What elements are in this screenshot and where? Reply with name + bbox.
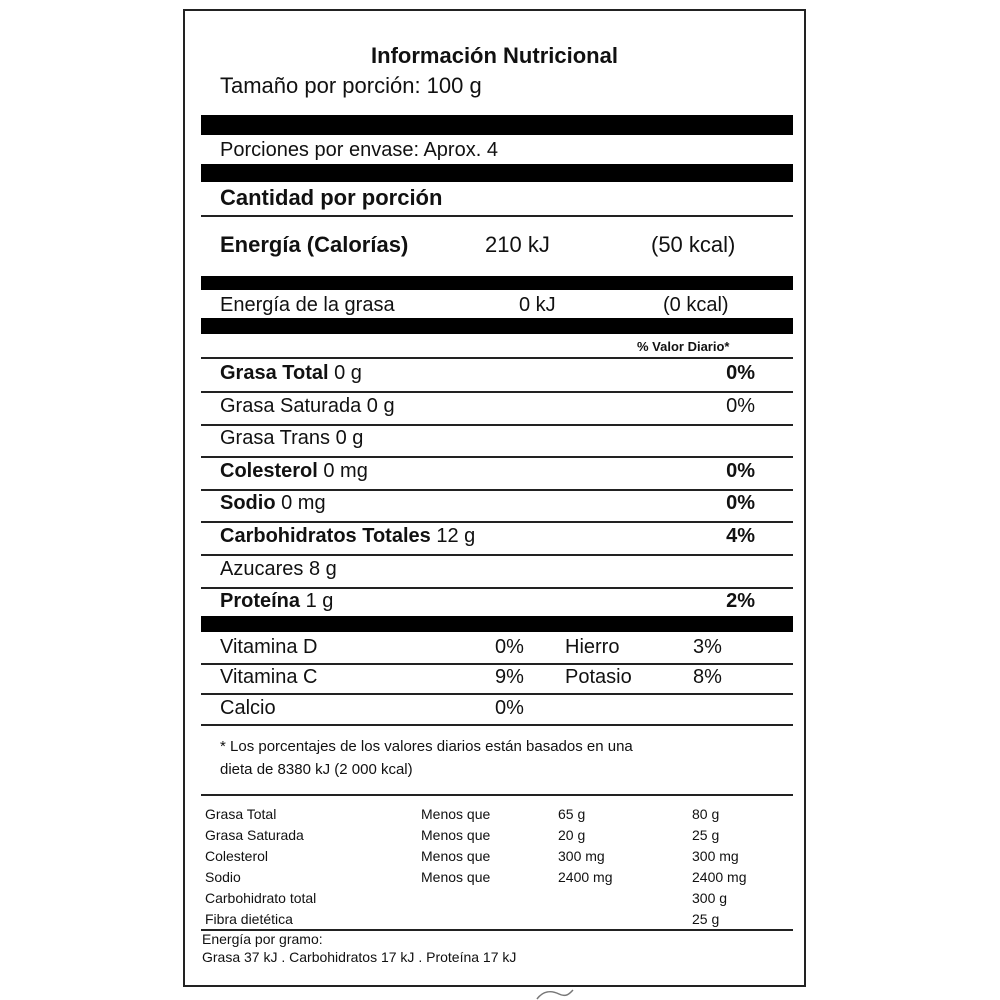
nutrient-row-label bbox=[220, 492, 326, 515]
nutrient-name: Colesterol bbox=[220, 460, 318, 482]
vitamin-name: Vitamina D bbox=[220, 636, 318, 658]
nutrition-facts-label bbox=[183, 9, 806, 987]
row-divider bbox=[201, 391, 793, 393]
reference-nutrient: Fibra dietética bbox=[205, 911, 293, 927]
nutrient-daily-value: 0% bbox=[726, 492, 755, 514]
reference-qualifier: Menos que bbox=[421, 848, 491, 864]
amount-per-serving-heading: Cantidad por porción bbox=[220, 185, 443, 210]
row-divider bbox=[201, 489, 793, 491]
nutrient-name: Sodio bbox=[220, 492, 276, 514]
label-title: Información Nutricional bbox=[371, 43, 618, 68]
nutrient-daily-value: 0% bbox=[726, 395, 755, 417]
daily-value-header: % Valor Diario* bbox=[637, 339, 730, 354]
reference-nutrient: Colesterol bbox=[205, 848, 269, 864]
reference-qualifier: Menos que bbox=[421, 806, 491, 822]
footnote-line-2: dieta de 8380 kJ (2 000 kcal) bbox=[220, 761, 413, 778]
reference-value-2500: 300 g bbox=[692, 890, 728, 906]
nutrient-amount: 0 mg bbox=[281, 492, 326, 514]
servings-per-container: Porciones por envase: Aprox. 4 bbox=[220, 139, 498, 161]
nutrient-amount: 12 g bbox=[436, 525, 476, 547]
vitamin-name: Calcio bbox=[220, 697, 276, 719]
nutrient-amount: 1 g bbox=[305, 590, 334, 612]
nutrient-amount: 0 g bbox=[366, 395, 395, 417]
reference-nutrient: Sodio bbox=[205, 869, 241, 885]
nutrient-row-label bbox=[220, 427, 363, 450]
nutrient-name: Azucares bbox=[220, 558, 304, 580]
reference-value-2500: 25 g bbox=[692, 911, 720, 927]
row-divider bbox=[201, 693, 793, 695]
fat-energy-kcal: (0 kcal) bbox=[663, 294, 729, 316]
thick-divider bbox=[201, 616, 793, 632]
footnote-line-1: * Los porcentajes de los valores diarios están basados en una bbox=[220, 738, 633, 755]
energy-label: Energía (Calorías) bbox=[220, 232, 409, 257]
fat-energy-label: Energía de la grasa bbox=[220, 294, 395, 316]
reference-value-2500: 2400 mg bbox=[692, 869, 747, 885]
nutrient-row-label bbox=[220, 395, 395, 418]
nutrient-name: Grasa Trans bbox=[220, 427, 331, 449]
nutrient-name: Carbohidratos Totales bbox=[220, 525, 431, 547]
reference-nutrient: Grasa Total bbox=[205, 806, 277, 822]
row-divider bbox=[201, 587, 793, 589]
reference-value-2500: 25 g bbox=[692, 827, 720, 843]
vitamin-name: Vitamina C bbox=[220, 666, 318, 688]
edge-mark bbox=[535, 988, 575, 1000]
row-divider bbox=[201, 521, 793, 523]
thick-divider bbox=[201, 318, 793, 334]
serving-size: Tamaño por porción: 100 g bbox=[220, 73, 482, 98]
reference-nutrient: Grasa Saturada bbox=[205, 827, 304, 843]
nutrient-name: Proteína bbox=[220, 590, 301, 612]
nutrient-name: Grasa Total bbox=[220, 362, 329, 384]
divider bbox=[201, 215, 793, 217]
row-divider bbox=[201, 663, 793, 665]
energy-per-gram-line: Grasa 37 kJ . Carbohidratos 17 kJ . Proteína 17 kJ bbox=[202, 949, 517, 965]
energy-kj: 210 kJ bbox=[485, 232, 550, 257]
reference-value-2000: 2400 mg bbox=[558, 869, 613, 885]
row-divider bbox=[201, 554, 793, 556]
reference-qualifier: Menos que bbox=[421, 827, 491, 843]
mineral-value: 3% bbox=[693, 636, 722, 658]
nutrient-amount: 0 mg bbox=[323, 460, 368, 482]
nutrient-row-label bbox=[220, 558, 337, 581]
energy-kcal: (50 kcal) bbox=[651, 232, 736, 257]
divider bbox=[201, 357, 793, 359]
nutrient-row-label bbox=[220, 362, 362, 385]
mineral-value: 8% bbox=[693, 666, 722, 688]
nutrient-amount: 0 g bbox=[335, 427, 364, 449]
nutrient-row-label bbox=[220, 590, 333, 613]
nutrient-daily-value: 0% bbox=[726, 362, 755, 384]
reference-value-2000: 65 g bbox=[558, 806, 586, 822]
nutrient-name: Grasa Saturada bbox=[220, 395, 362, 417]
nutrient-daily-value: 2% bbox=[726, 590, 755, 612]
fat-energy-kj: 0 kJ bbox=[519, 294, 556, 316]
nutrient-row-label bbox=[220, 525, 475, 548]
vitamin-value: 0% bbox=[495, 636, 524, 658]
reference-value-2500: 80 g bbox=[692, 806, 720, 822]
reference-nutrient: Carbohidrato total bbox=[205, 890, 317, 906]
thick-divider bbox=[201, 276, 793, 290]
energy-per-gram-title: Energía por gramo: bbox=[202, 931, 323, 947]
thick-divider bbox=[201, 115, 793, 135]
thick-divider bbox=[201, 164, 793, 182]
row-divider bbox=[201, 456, 793, 458]
mineral-name: Potasio bbox=[565, 666, 632, 688]
row-divider bbox=[201, 424, 793, 426]
divider bbox=[201, 794, 793, 796]
reference-value-2000: 300 mg bbox=[558, 848, 605, 864]
nutrient-daily-value: 4% bbox=[726, 525, 755, 547]
row-divider bbox=[201, 724, 793, 726]
nutrient-daily-value: 0% bbox=[726, 460, 755, 482]
vitamin-value: 0% bbox=[495, 697, 524, 719]
reference-qualifier: Menos que bbox=[421, 869, 491, 885]
nutrient-row-label bbox=[220, 460, 368, 483]
reference-value-2000: 20 g bbox=[558, 827, 586, 843]
mineral-name: Hierro bbox=[565, 636, 620, 658]
reference-value-2500: 300 mg bbox=[692, 848, 739, 864]
nutrient-amount: 8 g bbox=[308, 558, 337, 580]
vitamin-value: 9% bbox=[495, 666, 524, 688]
nutrient-amount: 0 g bbox=[334, 362, 362, 384]
